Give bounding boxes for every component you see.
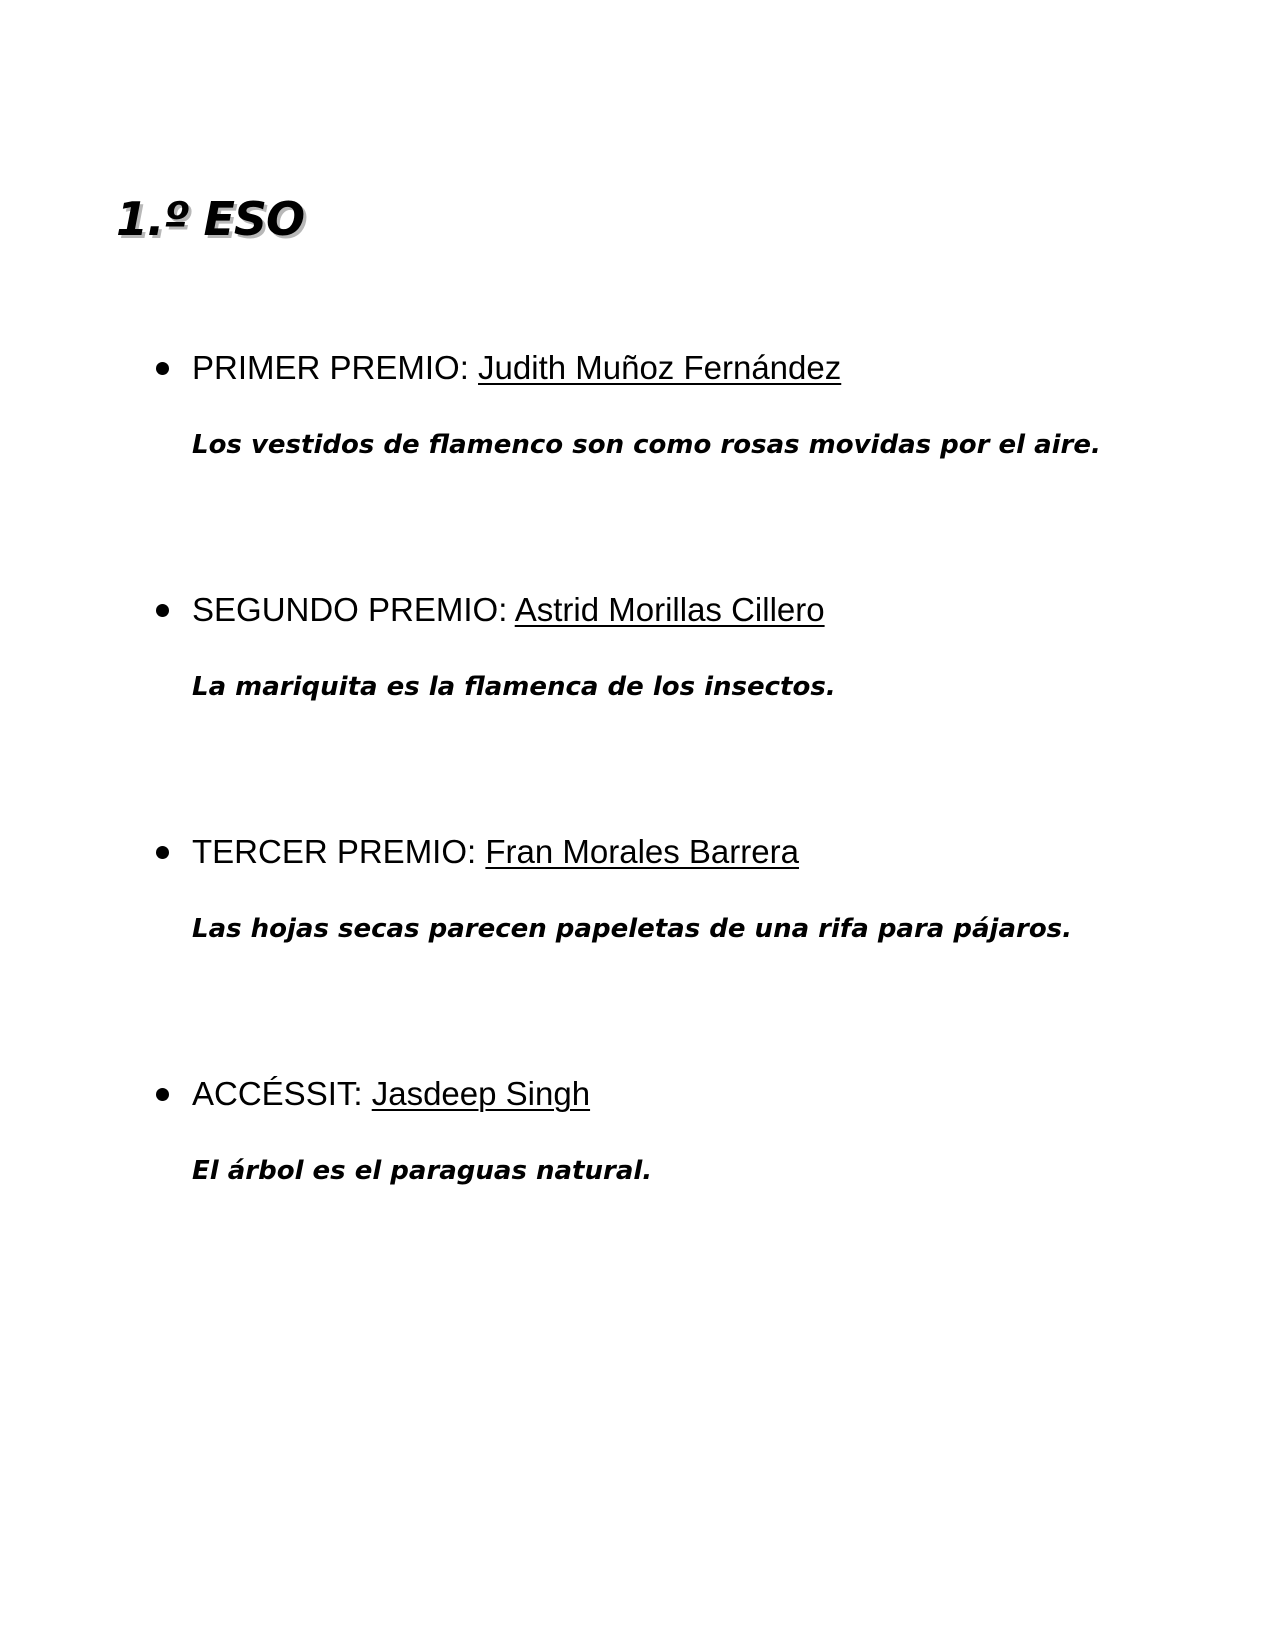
winner-name: Astrid Morillas Cillero — [514, 591, 825, 628]
bullet-icon — [156, 1088, 169, 1101]
bullet-icon — [156, 604, 169, 617]
award-quote: La mariquita es la flamenca de los insectos. — [192, 672, 836, 702]
award-line — [192, 832, 799, 872]
award-quote: Las hojas secas parecen papeletas de una rifa para pájaros. — [192, 914, 1073, 944]
award-label: SEGUNDO PREMIO: — [192, 591, 515, 628]
winner-name: Fran Morales Barrera — [485, 833, 799, 870]
award-label: ACCÉSSIT: — [192, 1075, 372, 1112]
award-line — [192, 348, 841, 388]
bullet-icon — [156, 362, 169, 375]
winner-name: Judith Muñoz Fernández — [478, 349, 842, 386]
award-quote: Los vestidos de flamenco son como rosas movidas por el aire. — [192, 430, 1101, 460]
award-label: TERCER PREMIO: — [192, 833, 486, 870]
page-title: 1.º ESO — [116, 192, 305, 246]
award-line — [192, 590, 825, 630]
winner-name: Jasdeep Singh — [371, 1075, 591, 1112]
award-label: PRIMER PREMIO: — [192, 349, 479, 386]
bullet-icon — [156, 846, 169, 859]
award-quote: El árbol es el paraguas natural. — [192, 1156, 653, 1186]
award-line — [192, 1074, 590, 1114]
